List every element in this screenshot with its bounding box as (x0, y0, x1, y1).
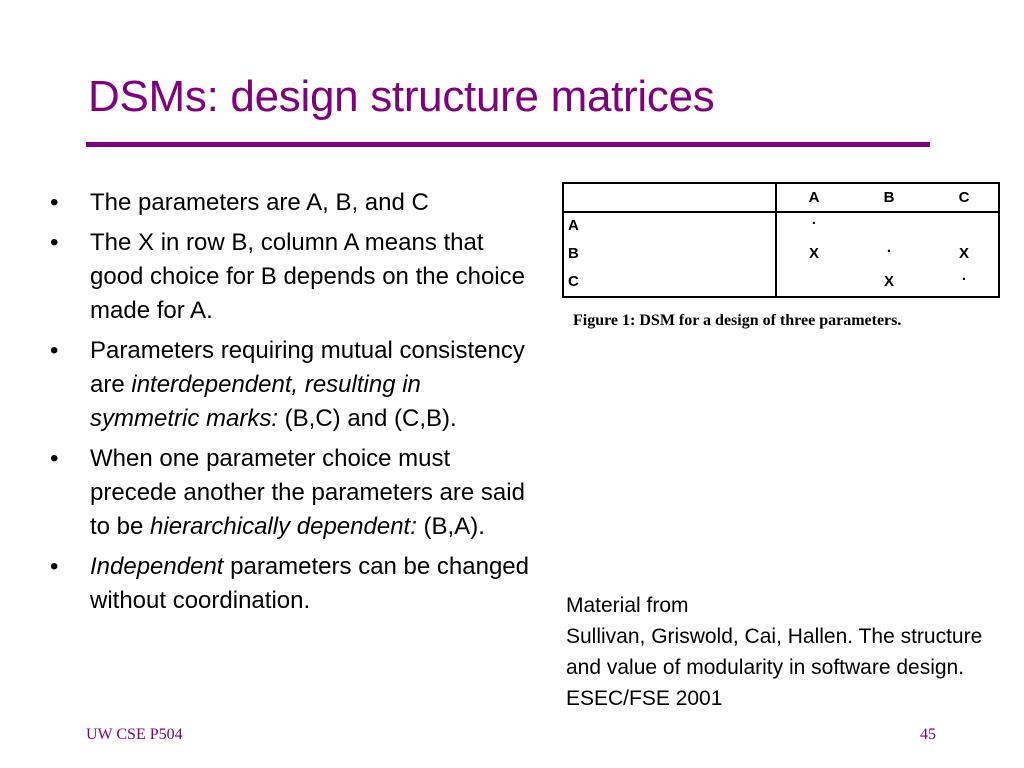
bullet-marker: • (50, 553, 59, 580)
bullet-marker: • (50, 229, 59, 256)
matrix-mark-diagonal: . (811, 211, 817, 228)
bullet-text: Parameters requiring mutual consistency are (90, 337, 525, 398)
matrix-mark-dependency: X (958, 245, 969, 262)
matrix-row-label: A (568, 217, 579, 234)
matrix-mark-dependency: X (883, 273, 894, 290)
slide-title: DSMs: design structure matrices (88, 72, 715, 121)
matrix-column-header: A (808, 189, 820, 206)
matrix-column-header: C (958, 189, 970, 206)
bullet-emphasis: interdependent, resulting in symmetric marks: (90, 371, 421, 432)
source-line: Material from (566, 594, 689, 617)
figure-caption: Figure 1: DSM for a design of three parameters. (573, 312, 902, 329)
matrix-row-label: B (568, 245, 579, 262)
source-line: Sullivan, Griswold, Cai, Hallen. The structure and value of modularity in software design. ESEC/FSE 2001 (566, 625, 983, 710)
footer-page-number: 45 (920, 726, 936, 743)
matrix-divider-horizontal (564, 211, 998, 213)
bullet-marker: • (50, 445, 59, 472)
bullet-item (44, 226, 534, 328)
source-citation (566, 590, 986, 714)
bullet-item (44, 442, 534, 544)
bullet-text: (B,A). (416, 513, 485, 540)
bullet-text: parameters can be changed without coordination. (90, 553, 529, 614)
bullet-text: The parameters are A, B, and C (90, 189, 429, 216)
dsm-matrix-figure (562, 182, 1000, 298)
bullet-emphasis: hierarchically dependent: (150, 513, 417, 540)
bullet-text: The X in row B, column A means that good choice for B depends on the choice made for A. (90, 229, 525, 324)
matrix-mark-diagonal: . (886, 239, 892, 256)
matrix-divider-vertical (775, 184, 777, 296)
bullet-marker: • (50, 189, 59, 216)
bullet-marker: • (50, 337, 59, 364)
footer-course: UW CSE P504 (86, 726, 183, 743)
matrix-mark-diagonal: . (961, 267, 967, 284)
matrix-row-label: C (568, 273, 579, 290)
matrix-mark-dependency: X (808, 245, 819, 262)
bullet-text: (B,C) and (C,B). (278, 405, 457, 432)
bullet-text: When one parameter choice must precede another the parameters are said to be (90, 445, 525, 540)
title-underline (86, 142, 930, 147)
bullet-item (44, 550, 534, 618)
bullet-emphasis: Independent (90, 553, 224, 580)
bullet-item (44, 334, 534, 436)
matrix-column-header: B (883, 189, 895, 206)
bullet-list (44, 186, 534, 624)
bullet-item (44, 186, 534, 220)
